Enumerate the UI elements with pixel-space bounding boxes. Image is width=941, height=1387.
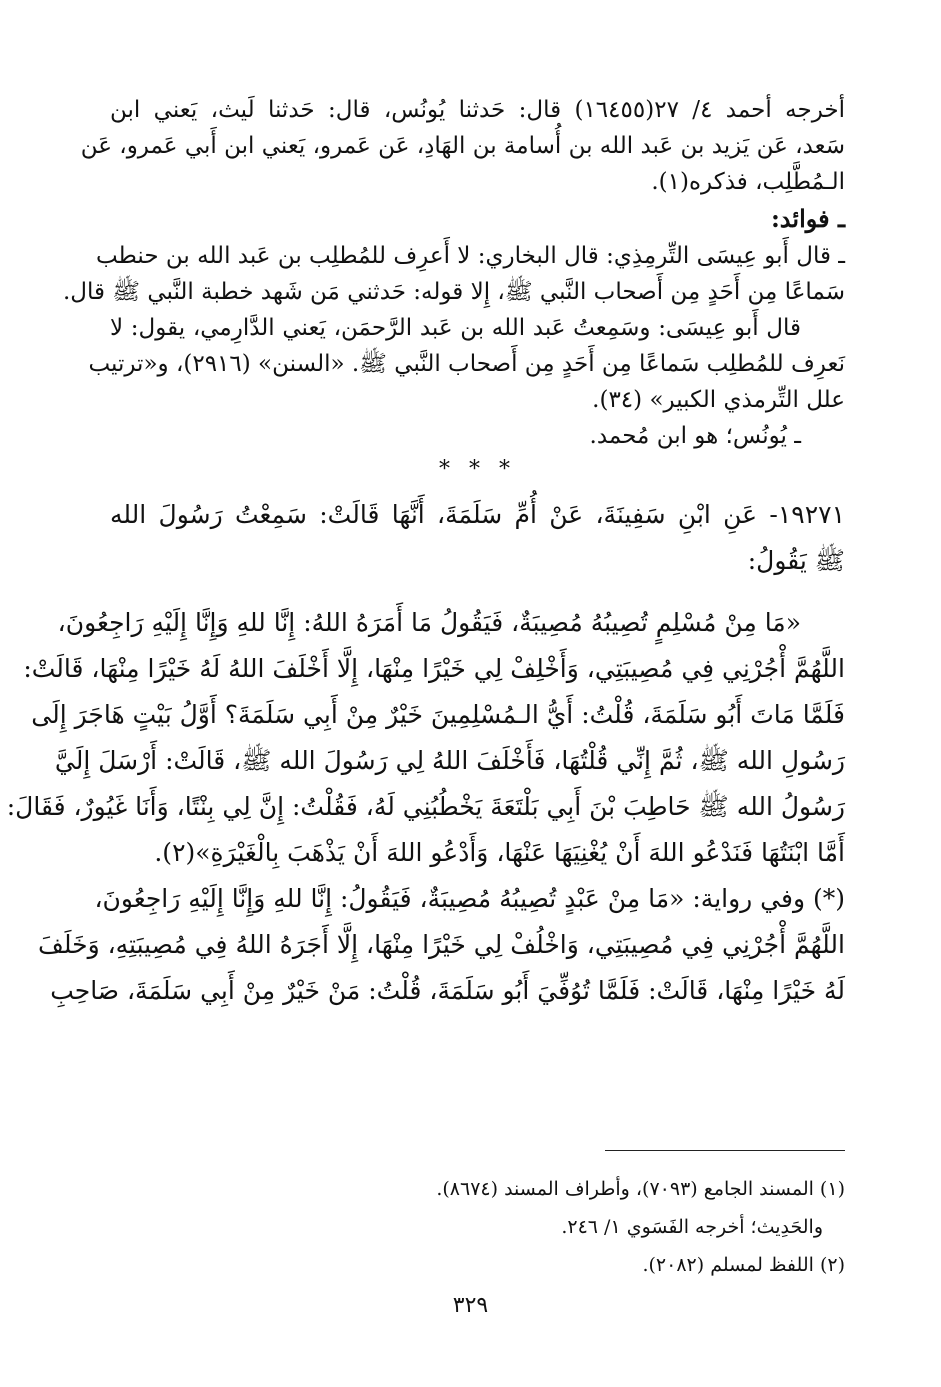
fawaid-paragraph-1 (62, 238, 845, 310)
text-line: سَماعًا مِن أَحَدٍ مِن أَصحاب النَّبي ﷺ، إِلا قوله: حَدثني مَن شَهد خطبة النَّبي ﷺ قال. (62, 279, 845, 305)
takhrij-paragraph (80, 92, 845, 200)
hadith-text-line: «مَا مِنْ مُسْلِمٍ تُصِيبُهُ مُصِيبَةٌ، فَيَقُولُ مَا أَمَرَهُ اللهُ: إِنَّا للهِ وَإِنَّا إِلَيْهِ رَاجِعُونَ، (57, 608, 801, 637)
hadith-text-line: اللَّهُمَّ أْجُرْنِي فِي مُصِيبَتِي، وَأَخْلِفْ لِي خَيْرًا مِنْهَا، إِلَّا أَخْلَفَ اللهُ لَهُ خَيْرًا مِنْهَا، قَالَتْ: (23, 654, 845, 683)
riwaya-line: (*) وفي رواية: «مَا مِنْ عَبْدٍ تُصِيبُهُ مُصِيبَةٌ، فَيَقُولُ: إِنَّا للهِ وَإِنَّا إِلَيْهِ رَاجِعُونَ، (94, 884, 845, 913)
hadith-intro-line: ﷺ يَقُولُ: (747, 546, 845, 575)
text-line: ـ قال أَبو عِيسَى التِّرمِذِي: قال البخاري: لا أَعرِف للمُطلِب بن عَبد الله بن حنطب (95, 243, 845, 269)
hadith-text-line: رَسُولِ الله ﷺ، ثُمَّ إِنِّي قُلْتُهَا، فَأَخْلَفَ اللهُ لِي رَسُولَ الله ﷺ، قَالَتْ: أَرْسَلَ إِلَيَّ (54, 746, 845, 775)
section-separator: * * * (439, 457, 516, 482)
text-line: أخرجه أحمد ٤/ ٢٧(١٦٤٥٥) قال: حَدثنا يُونُس، قال: حَدثنا لَيث، يَعني ابن (110, 97, 845, 123)
riwaya-line: لَهُ خَيْرًا مِنْهَا، قَالَتْ: فَلَمَّا تُوُفِّيَ أَبُو سَلَمَةَ، قُلْتُ: مَنْ خَيْرٌ مِنْ أَبِي سَلَمَةَ، صَاحِبِ (50, 976, 845, 1005)
fawaid-paragraph-2 (88, 310, 845, 418)
footnote-divider (605, 1150, 845, 1151)
text-line: نَعرِف للمُطلِب سَماعًا مِن أَحَدٍ مِن أَصحاب النَّبي ﷺ. «السنن» (٢٩١٦)، و«ترتيب (88, 351, 845, 377)
hadith-text-line: فَلَمَّا مَاتَ أَبُو سَلَمَةَ، قُلْتُ: أَيُّ الـمُسْلِمِينَ خَيْرٌ مِنْ أَبِي سَلَمَةَ؟ أَوَّلُ بَيْتٍ هَاجَرَ إِلَى (31, 700, 845, 729)
text-line: قال أَبو عِيسَى: وسَمِعتُ عَبد الله بن عَبد الرَّحمَن، يَعني الدَّارِمي، يقول: لا (110, 315, 801, 341)
footnote-item: والحَدِيث؛ أخرجه الفَسَوي ١/ ٢٤٦. (561, 1216, 823, 1238)
footnote-item: (١) المسند الجامع (٧٠٩٣)، وأطراف المسند (٨٦٧٤). (436, 1178, 845, 1200)
hadith-text-line: أَمَّا ابْنَتُهَا فَنَدْعُو اللهَ أَنْ يُغْنِيَهَا عَنْهَا، وَأَدْعُو اللهَ أَنْ يَذْهَبَ بِالْغَيْرَةِ»(٢). (154, 838, 845, 867)
text-line: علل التِّرمذي الكبير» (٣٤). (592, 387, 845, 413)
hadith-intro-line: ١٩٢٧١- عَنِ ابْنِ سَفِينَةَ، عَنْ أُمِّ سَلَمَةَ، أَنَّهَا قَالَتْ: سَمِعْتُ رَسُولَ الله (110, 500, 845, 529)
page-number: ٣٢٩ (452, 1293, 489, 1318)
text-line: الـمُطَّلِب، فذكره(١). (651, 169, 845, 195)
fawaid-heading: ـ فوائد: (770, 204, 845, 233)
page-body (6, 92, 845, 1014)
footnote-item: (٢) اللفظ لمسلم (٢٠٨٢). (642, 1254, 845, 1276)
hadith-block (6, 492, 845, 1014)
footnotes (300, 1170, 845, 1284)
riwaya-line: اللَّهُمَّ أْجُرْنِي فِي مُصِيبَتِي، وَاخْلُفْ لِي خَيْرًا مِنْهَا، إِلَّا أَجَرَهُ اللهُ فِي مُصِيبَتِهِ، وَخَلَفَ (37, 930, 845, 959)
hadith-text-line: رَسُولُ الله ﷺ حَاطِبَ بْنَ أَبِي بَلْتَعَةَ يَخْطُبُنِي لَهُ، فَقُلْتُ: إِنَّ لِي بِنْتًا، وَأَنَا غَيُورٌ، فَقَالَ: (6, 792, 845, 821)
fawaid-note: ـ يُونُس؛ هو ابن مُحمد. (589, 423, 801, 449)
text-line: سَعد، عَن يَزيد بن عَبد الله بن أُسامة بن الهَادِ، عَن عَمرو، يَعني ابن أَبي عَمرو، عَن (80, 133, 845, 159)
